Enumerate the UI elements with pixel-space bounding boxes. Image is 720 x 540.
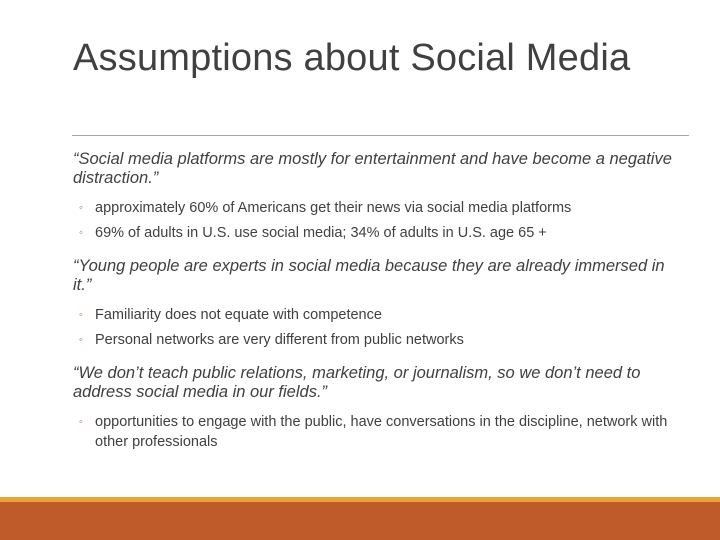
list-item: [73, 198, 673, 218]
list-item-text: Familiarity does not equate with competence: [95, 307, 382, 323]
slide-title: Assumptions about Social Media: [73, 37, 631, 79]
supporting-points: [73, 198, 673, 243]
list-item: [73, 305, 673, 325]
assumption-quote: “Social media platforms are mostly for entertainment and have become a negative distraction.”: [73, 150, 672, 187]
hollow-bullet-icon: ◦: [79, 309, 83, 321]
list-item-text: 69% of adults in U.S. use social media; 34% of adults in U.S. age 65 +: [95, 225, 547, 241]
supporting-points: [73, 412, 673, 452]
footer-accent-bar: [0, 502, 720, 540]
slide-content: [73, 150, 673, 466]
assumption-quote: “Young people are experts in social media because they are already immersed in it.”: [73, 257, 665, 294]
hollow-bullet-icon: ◦: [79, 334, 83, 346]
assumption-group-1: [73, 150, 673, 243]
assumption-group-3: [73, 364, 673, 452]
list-item: [73, 330, 673, 350]
hollow-bullet-icon: ◦: [79, 227, 83, 239]
list-item-text: approximately 60% of Americans get their news via social media platforms: [95, 200, 572, 216]
assumption-quote: “We don’t teach public relations, marketing, or journalism, so we don’t need to address social media in our fields.”: [73, 364, 641, 401]
list-item-text: opportunities to engage with the public, have conversations in the discipline, network with other professionals: [95, 414, 668, 450]
hollow-bullet-icon: ◦: [79, 416, 83, 428]
list-item: [73, 412, 673, 452]
title-divider: [72, 135, 689, 136]
assumption-group-2: [73, 257, 673, 350]
list-item: [73, 223, 673, 243]
list-item-text: Personal networks are very different from public networks: [95, 332, 464, 348]
hollow-bullet-icon: ◦: [79, 202, 83, 214]
supporting-points: [73, 305, 673, 350]
